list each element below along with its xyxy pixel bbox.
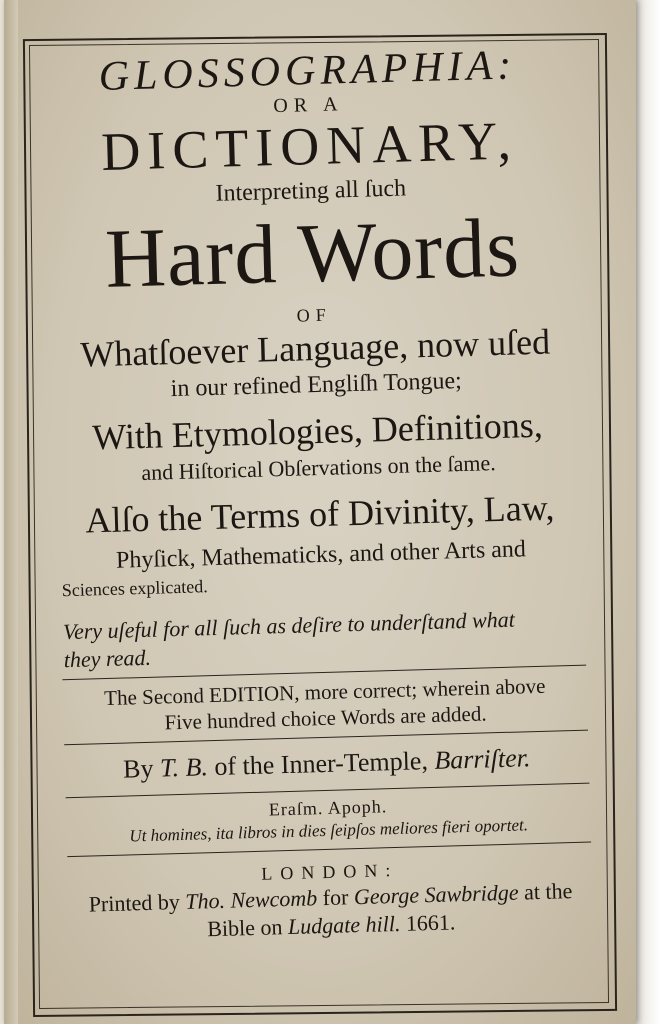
- they-read-line: they read.: [63, 644, 152, 673]
- author-initials: T. B.: [159, 752, 209, 783]
- bible-on: Bible on: [206, 914, 283, 942]
- printer-name: Tho. Newcomb: [184, 885, 318, 914]
- refined-line: in our refined Engliſh Tongue;: [170, 367, 463, 403]
- publication-year: 1661.: [405, 909, 456, 936]
- interpreting-line: Interpreting all ſuch: [215, 175, 407, 207]
- edition-line-2: Five hundred choice Words are added.: [164, 701, 487, 735]
- author-line: [48, 736, 605, 792]
- inner-temple: of the Inner-Temple,: [214, 746, 429, 782]
- terms-line: Alſo the Terms of Divinity, Law,: [84, 487, 555, 541]
- whatsoever-line: Whatſoever Language, now uſed: [79, 321, 551, 375]
- or-a-line: OR A: [273, 93, 344, 118]
- edition-line-1: The Second EDITION, more correct; wherein above: [103, 673, 546, 711]
- bookseller-name: George Sawbridge: [353, 879, 519, 910]
- title-page-text: [29, 32, 612, 1007]
- historical-line: and Hiſtorical Obſervations on the ſame.: [141, 450, 496, 485]
- epigraph-source: Eraſm. Apoph.: [268, 796, 388, 820]
- ludgate-hill: Ludgate hill.: [287, 910, 401, 940]
- very-useful-line: Very uſeful for all ſuch as deſire to underſtand what: [62, 606, 516, 645]
- epigraph-quote: Ut homines, ita libros in dies ſeipſos meliores fieri oportet.: [129, 815, 529, 846]
- by-prefix: By: [122, 753, 154, 784]
- barrister: Barriſter.: [433, 743, 531, 775]
- page-binding-edge: [4, 0, 18, 1024]
- imprint-city: LONDON:: [261, 859, 399, 884]
- etymologies-line: With Etymologies, Definitions,: [91, 404, 544, 458]
- printed-by: Printed by: [88, 889, 181, 917]
- of-line: OF: [296, 304, 333, 326]
- at-the: at the: [523, 878, 573, 905]
- physick-line: Phyſick, Mathematicks, and other Arts and: [115, 536, 527, 574]
- dictionary-heading: DICTIONARY,: [100, 110, 519, 182]
- sciences-line: Sciences explicated.: [61, 576, 209, 601]
- printed-for: for: [322, 884, 349, 911]
- book-title: GLOSSOGRAPHIA:: [98, 42, 517, 100]
- hard-words-heading: Hard Words: [104, 201, 522, 306]
